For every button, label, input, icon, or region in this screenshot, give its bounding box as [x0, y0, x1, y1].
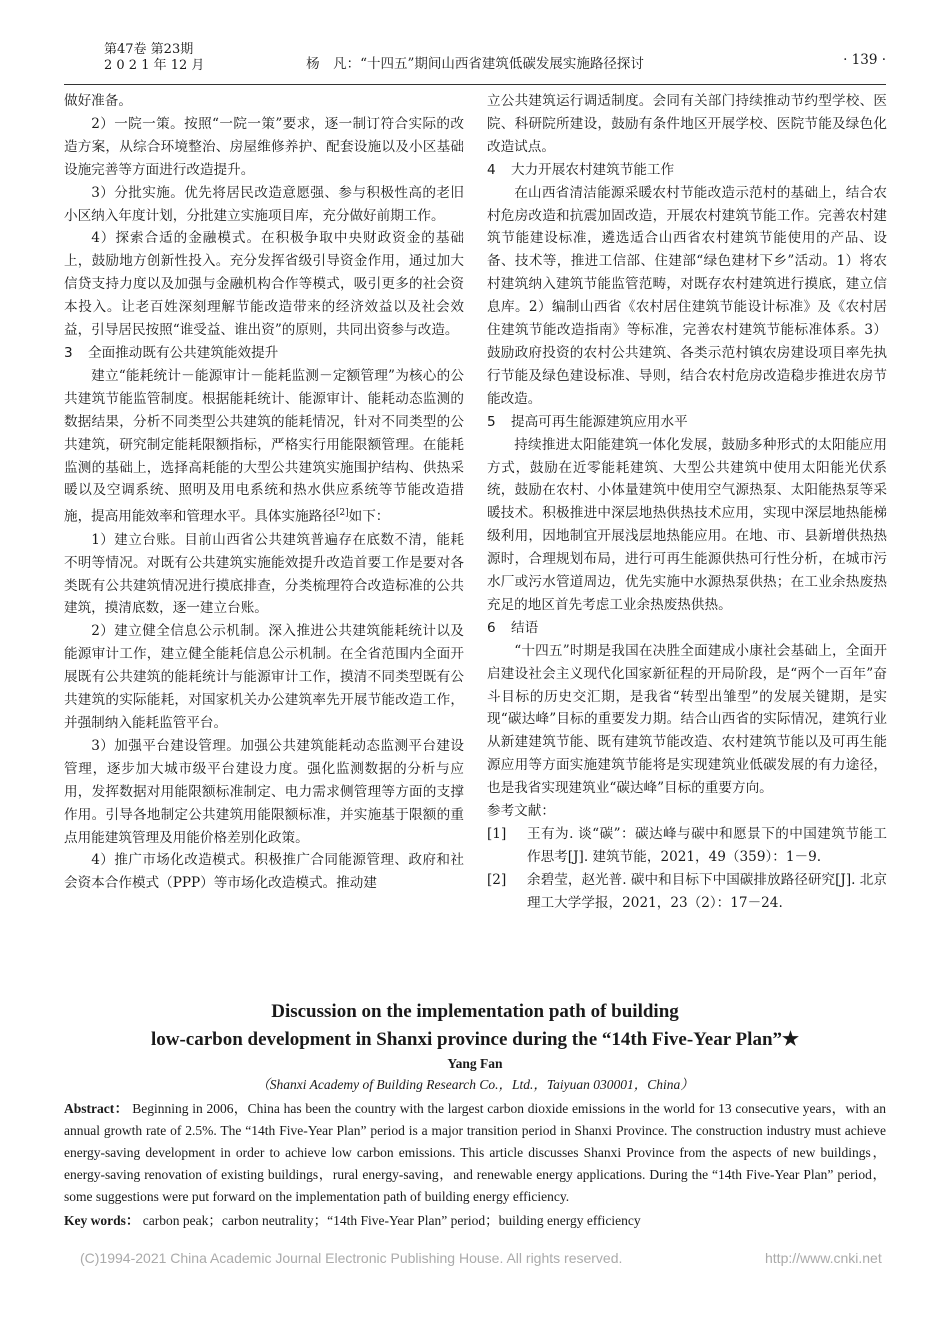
english-keywords	[64, 1210, 886, 1232]
paragraph: 做好准备。	[64, 93, 132, 109]
section-number: 6	[487, 619, 496, 636]
references-title: 参考文献：	[487, 803, 555, 820]
reference-number: [2]	[487, 871, 507, 888]
english-author: Yang Fan	[447, 1056, 503, 1071]
english-affiliation: （Shanxi Academy of Building Research Co.，Ltd.，Taiyuan 030001，China）	[256, 1077, 694, 1092]
right-column	[487, 90, 887, 915]
reference-text: 王有为. 谈“碳”：碳达峰与碳中和愿景下的中国建筑节能工作思考[J]. 建筑节能，2021，49（359）：1－9.	[527, 826, 887, 865]
page-number: · 139 ·	[843, 52, 886, 68]
paragraph: 在山西省清洁能源采暖农村节能改造示范村的基础上，结合农村危房改造和抗震加固改造，开展农村建筑节能工作。完善农村建筑节能建设标准，遴选适合山西省农村建筑节能使用的产品、设备、技术等，推进工信部、住建部“绿色建材下乡”活动。1）将农村建筑纳入建筑节能监管范畴，对既存农村建筑进行摸底，建立信息库。2）编制山西省《农村居住建筑节能设计标准》及《农村居住建筑节能改造指南》等标准，完善农村建筑节能标准体系。3）鼓励政府投资的农村公共建筑、各类示范村镇农房建设项目率先执行节能及绿色建设标准、导则，结合农村危房改造稳步推进农房节能改造。	[487, 184, 887, 407]
abstract-label: Abstract：	[64, 1101, 129, 1116]
section-heading-4	[487, 159, 887, 182]
reference-item	[487, 823, 887, 869]
section-title: 提高可再生能源建筑应用水平	[511, 413, 688, 430]
section-heading-5	[487, 411, 887, 434]
paragraph: 1）建立台账。目前山西省公共建筑普遍存在底数不清，能耗不明等情况。对既有公共建筑实施能效提升改造首要工作是要对各类既有公共建筑情况进行摸底排查，分类梳理符合改造标准的公共建筑，摸清底数，逐一建立台账。	[64, 531, 464, 617]
paragraph: 2）建立健全信息公示机制。深入推进公共建筑能耗统计以及能源审计工作，建立健全能耗信息公示机制。在全省范围内全面开展既有公共建筑的能耗统计与能源审计工作，摸清不同类型既有公共建筑的实际能耗，对国家机关办公建筑率先开展节能改造工作，并强制纳入能耗监管平台。	[64, 623, 464, 731]
paragraph: 持续推进太阳能建筑一体化发展，鼓励多种形式的太阳能应用方式，鼓励在近零能耗建筑、大型公共建筑中使用太阳能光伏系统，鼓励在农村、小体量建筑中使用空气源热泵、太阳能热泵等采暖技术。积极推进中深层地热供热技术应用，实现中深层地热能梯级利用，因地制宜开展浅层地热能应用。在地、市、县新增供热热源时，合理规划布局，进行可再生能源供热可行性分析，在城市污水厂或污水管道周边，优先实施中水源热泵供热；在工业余热废热充足的地区首先考虑工业余热废热供热。	[487, 436, 887, 613]
paragraph	[64, 365, 464, 529]
section-title: 全面推动既有公共建筑能效提升	[88, 344, 279, 361]
section-number: 4	[487, 161, 496, 178]
english-title-line2: low-carbon development in Shanxi province during the “14th Five-Year Plan”★	[150, 1029, 800, 1050]
reference-item	[487, 869, 887, 915]
reference-number: [1]	[487, 826, 507, 842]
section-heading-3	[64, 342, 464, 365]
citation-ref: [2]	[335, 508, 349, 519]
paragraph: 3）加强平台建设管理。加强公共建筑能耗动态监测平台建设管理，逐步加大城市级平台建设力度。强化监测数据的分析与应用，发挥数据对用能限额标准制定、电力需求侧管理等方面的支撑作用。引导各地制定公共建筑用能限额标准，并实施基于限额的重点用能建筑管理及用能价格差别化政策。	[64, 737, 464, 846]
section-title: 大力开展农村建筑节能工作	[511, 161, 675, 178]
paragraph: 立公共建筑运行调适制度。会同有关部门持续推动节约型学校、医院、科研院所建设，鼓励有条件地区开展学校、医院节能及绿色化改造试点。	[487, 93, 887, 155]
paragraph: 2）一院一策。按照“一院一策”要求，逐一制订符合实际的改造方案，从综合环境整治、房屋维修养护、配套设施以及小区基础设施完善等方面进行改造提升。	[64, 115, 464, 178]
paragraph: 4）探索合适的金融模式。在积极争取中央财政资金的基础上，鼓励地方创新性投入。充分发挥省级引导资金作用，通过加大信贷支持力度以及加强与金融机构合作等模式，吸引更多的社会资本投入。让老百姓深刻理解节能改造带来的经济效益以及社会效益，引导居民按照“谁受益、谁出资”的原则，共同出资参与改造。	[64, 230, 464, 339]
paragraph: “十四五”时期是我国在决胜全面建成小康社会基础上，全面开启建设社会主义现代化国家新征程的开局阶段，是“两个一百年”奋斗目标的历史交汇期，是我省“转型出雏型”的发展关键期，是实现“碳达峰”目标的重要发力期。结合山西省的实际情况，建筑行业从新建建筑节能、既有建筑节能改造、农村建筑节能以及可再生能源应用等方面实施建筑节能将是实现建筑业低碳发展的有力途径，也是我省实现建筑业“碳达峰”目标的重要方向。	[487, 642, 887, 797]
paragraph: 3）分批实施。优先将居民改造意愿强、参与积极性高的老旧小区纳入年度计划，分批建立实施项目库，充分做好前期工作。	[64, 184, 464, 224]
issue-date: 2 0 2 1 年 12 月	[104, 58, 205, 73]
english-abstract	[64, 1098, 886, 1208]
copyright-text: (C)1994-2021 China Academic Journal Electronic Publishing House. All rights reserved.	[80, 1250, 623, 1266]
section-title: 结语	[511, 619, 539, 636]
keywords-text: carbon peak；carbon neutrality；“14th Five-Year Plan” period；building energy efficiency	[142, 1213, 641, 1228]
paragraph-text: 建立“能耗统计－能源审计－能耗监测－定额管理”为核心的公共建筑节能监管制度。根据能耗统计、能源审计、能耗动态监测的数据结果，分析不同类型公共建筑的能耗情况，针对不同类型的公共建筑，研究制定能耗限额指标，严格实行用能限额管理。在能耗监测的基础上，选择高耗能的大型公共建筑实施围护结构、供热采暖以及空调系统、照明及用电系统和热水供应系统等节能改造措施，提高用能效率和管理水平。具体实施路径	[64, 367, 464, 525]
section-number: 5	[487, 413, 496, 430]
section-number: 3	[64, 344, 73, 361]
volume-number: 第47卷 第23期	[104, 42, 194, 57]
english-title-line1: Discussion on the implementation path of building	[271, 1001, 679, 1022]
left-column	[64, 90, 464, 895]
section-heading-6	[487, 617, 887, 640]
paragraph-text-tail: 如下：	[348, 508, 390, 525]
copyright-watermark	[80, 1250, 882, 1266]
running-header	[64, 40, 886, 85]
keywords-label: Key words：	[64, 1213, 140, 1228]
running-title: 杨 凡：“十四五”期间山西省建筑低碳发展实施路径探讨	[306, 56, 644, 72]
copyright-site: http://www.cnki.net	[765, 1250, 882, 1266]
english-abstract-block	[64, 998, 886, 1232]
reference-text: 余碧莹，赵光普. 碳中和目标下中国碳排放路径研究[J]. 北京理工大学学报，2021，23（2）：17－24.	[527, 871, 887, 911]
paragraph: 4）推广市场化改造模式。积极推广合同能源管理、政府和社会资本合作模式（PPP）等市场化改造模式。推动建	[64, 852, 464, 892]
abstract-text: Beginning in 2006，China has been the country with the largest carbon dioxide emissions in the world for 13 consecutive years，with an annual growth rate of 2.5%. The “14th Five-Year Plan” period is a major transition period in Shanxi Province. The construction industry must achieve energy-saving development in order to achieve low carbon emissions. This article discusses Shanxi Province from the aspects of new buildings，energy-saving renovation of existing buildings，rural energy-saving，and renewable energy applications. During the “14th Five-Year Plan” period，some suggestions were put forward on the implementation path of building energy efficiency.	[64, 1101, 886, 1204]
